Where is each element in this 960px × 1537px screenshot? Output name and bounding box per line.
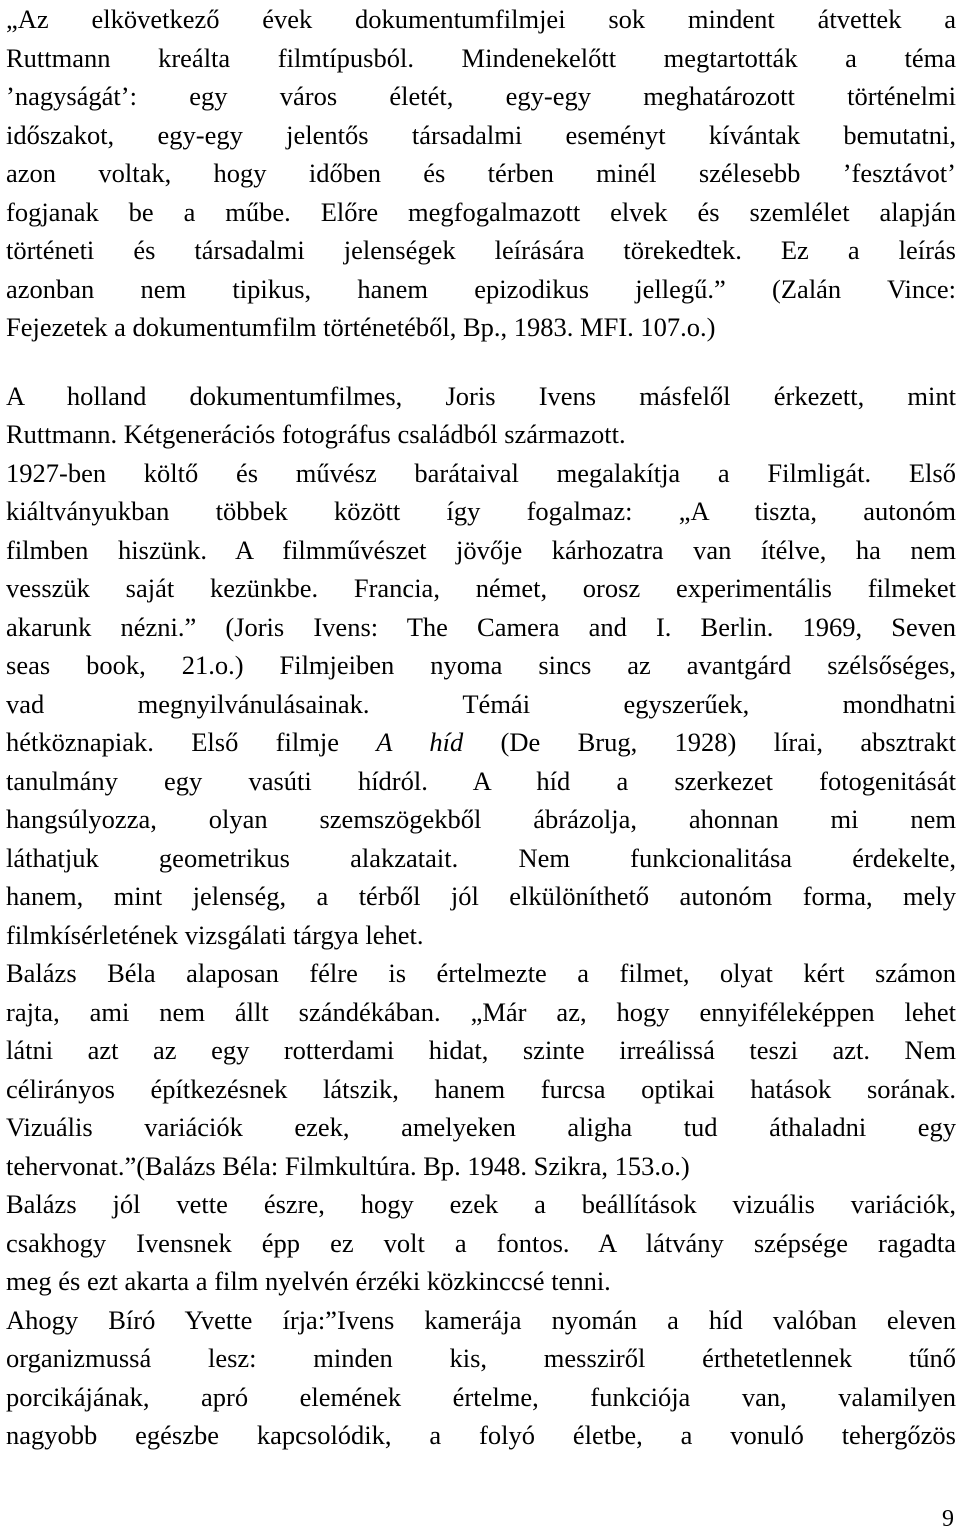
text-line: Ahogy Bíró Yvette írja:”Ivens kamerája nyomán a híd valóban eleven <box>6 1304 956 1335</box>
text-line: tanulmány egy vasúti hídról. A híd a szerkezet fotogenitását <box>6 765 956 796</box>
paragraph-biro-yvette <box>6 1301 956 1455</box>
text-line: ’nagyságát’: egy város életét, egy-egy meghatározott történelmi <box>6 81 956 111</box>
text-line: hangsúlyozza, olyan szemszögekből ábrázolja, ahonnan mi nem <box>6 804 956 834</box>
text-line: Balázs jól vette észre, hogy ezek a beállítások vizuális variációk, <box>6 1189 956 1219</box>
text-line: Balázs Béla alaposan félre is értelmezte a filmet, olyat kért számon <box>6 958 956 988</box>
paragraph-zalan-quote <box>6 0 956 347</box>
text-line: fogjanak be a műbe. Előre megfogalmazott elvek és szemlélet alapján <box>6 196 956 227</box>
line-suffix: (De Brug, 1928) lírai, absztrakt <box>463 727 956 757</box>
text-line: azonban nem tipikus, hanem epizodikus jellegű.” (Zalán Vince: <box>6 273 956 304</box>
text-line: történeti és társadalmi jelenségek leírására törekedtek. Ez a leírás <box>6 235 956 265</box>
text-line: Fejezetek a dokumentumfilm történetéből, Bp., 1983. MFI. 107.o.) <box>6 312 716 342</box>
text-line: Ruttmann kreálta filmtípusból. Mindenekelőtt megtartották a téma <box>6 42 956 73</box>
text-line: vad megnyilvánulásainak. Témái egyszerűek, mondhatni <box>6 688 956 719</box>
text-line: kiáltványukban többek között így fogalmaz: „A tiszta, autonóm <box>6 496 956 526</box>
text-line: időszakot, egy-egy jelentős társadalmi eseményt kívántak bemutatni, <box>6 119 956 150</box>
paragraph-balazs-bela <box>6 954 956 1185</box>
paragraph-balazs-comment <box>6 1185 956 1301</box>
text-line: rajta, ami nem állt szándékában. „Már az, hogy ennyiféleképpen lehet <box>6 996 956 1027</box>
text-line: Ruttmann. Kétgenerációs fotográfus családból származott. <box>6 419 626 449</box>
paragraph-gap <box>6 347 956 377</box>
document-page <box>6 0 956 1455</box>
text-line: organizmussá lesz: minden kis, messziről érthetetlennek tűnő <box>6 1343 956 1373</box>
text-line: vesszük saját kezünkbe. Francia, német, orosz experimentális filmeket <box>6 573 956 603</box>
text-line: hanem, mint jelenség, a térből jól elkülöníthető autonóm forma, mely <box>6 881 956 911</box>
text-line: azon voltak, hogy időben és térben minél szélesebb ’fesztávot’ <box>6 158 956 188</box>
text-line: akarunk nézni.” (Joris Ivens: The Camera and I. Berlin. 1969, Seven <box>6 611 956 642</box>
text-line: „Az elkövetkező évek dokumentumfilmjei sok mindent átvettek a <box>6 4 956 34</box>
page-number: 9 <box>942 1506 954 1532</box>
paragraph-joris-ivens <box>6 377 956 955</box>
text-line: Vizuális variációk ezek, amelyeken aligha tud áthaladni egy <box>6 1112 956 1142</box>
text-line: csakhogy Ivensnek épp ez volt a fontos. A látvány szépsége ragadta <box>6 1227 956 1258</box>
text-line: látni azt az egy rotterdami hidat, szinte irreálissá teszi azt. Nem <box>6 1035 956 1065</box>
text-line: tehervonat.”(Balázs Béla: Filmkultúra. Bp. 1948. Szikra, 153.o.) <box>6 1150 690 1181</box>
text-line: célirányos építkezésnek látszik, hanem furcsa optikai hatások sorának. <box>6 1073 956 1104</box>
text-line: meg és ezt akarta a film nyelvén érzéki közkinccsé tenni. <box>6 1266 611 1296</box>
text-line: filmben hiszünk. A filmművészet jövője kárhozatra van ítélve, ha nem <box>6 534 956 565</box>
text-line: 1927-ben költő és művész barátaival megalakítja a Filmligát. Első <box>6 457 956 488</box>
text-line: nagyobb egészbe kapcsolódik, a folyó életbe, a vonuló tehergőzös <box>6 1420 956 1450</box>
text-line: filmkísérletének vizsgálati tárgya lehet. <box>6 919 424 950</box>
text-line: porcikájának, apró elemének értelme, funkciója van, valamilyen <box>6 1381 956 1412</box>
text-line: A holland dokumentumfilmes, Joris Ivens másfelől érkezett, mint <box>6 380 956 411</box>
text-line-with-italic-title <box>6 723 956 762</box>
line-prefix: hétköznapiak. Első filmje <box>6 727 377 757</box>
italic-film-title: A híd <box>376 727 464 757</box>
text-line: láthatjuk geometrikus alakzatait. Nem funkcionalitása érdekelte, <box>6 842 956 873</box>
text-line: seas book, 21.o.) Filmjeiben nyoma sincs az avantgárd szélsőséges, <box>6 650 956 680</box>
